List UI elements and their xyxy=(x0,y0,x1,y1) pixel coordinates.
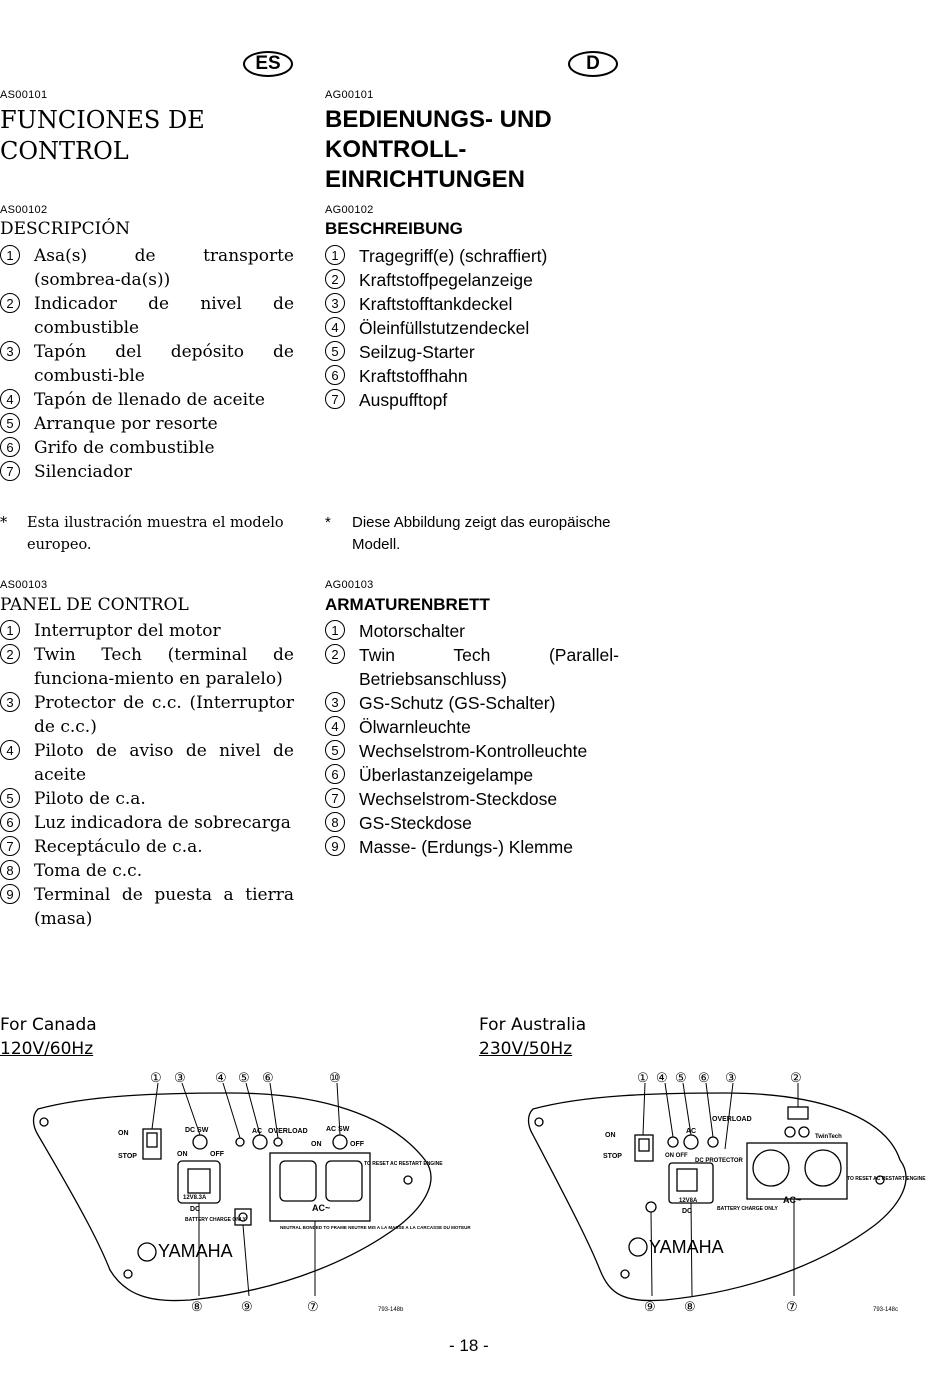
list-item xyxy=(0,292,294,340)
item-number-marker: 7 xyxy=(325,389,345,409)
label-ac-sw: AC SW xyxy=(326,1126,350,1133)
label-on: ON xyxy=(118,1130,129,1137)
item-number-marker: 1 xyxy=(0,245,20,265)
label-reset: TO RESET AC RESTART ENGINE xyxy=(364,1161,443,1167)
list-item xyxy=(0,787,294,811)
label-overload: OVERLOAD xyxy=(268,1128,308,1135)
item-number-marker: 7 xyxy=(0,461,20,481)
callout: ① xyxy=(637,1070,649,1085)
item-text: Twin Tech (Parallel-Betriebsanschluss) xyxy=(359,645,619,689)
item-text: Piloto de aviso de nivel de aceite xyxy=(34,741,294,785)
label-battery: BATTERY CHARGE ONLY xyxy=(185,1217,246,1223)
callout: ⑧ xyxy=(191,1299,203,1314)
section-title-es: FUNCIONES DE CONTROL xyxy=(0,106,205,165)
figure-title: For Australia xyxy=(479,1015,587,1035)
list-item xyxy=(0,883,294,931)
item-number-marker: 3 xyxy=(325,692,345,712)
item-text: Seilzug-Starter xyxy=(359,342,475,362)
item-number-marker: 6 xyxy=(0,812,20,832)
figure-ref: 793-148b xyxy=(378,1307,404,1313)
list-item xyxy=(0,811,294,835)
label-off: OFF xyxy=(350,1141,364,1148)
brand-logo: YAMAHA xyxy=(649,1237,724,1257)
note-text: Esta ilustración muestra el modelo europeo. xyxy=(27,515,284,553)
item-number-marker: 8 xyxy=(0,860,20,880)
list-item xyxy=(0,340,294,388)
label-stop: STOP xyxy=(603,1153,622,1160)
list-item xyxy=(325,643,619,691)
list-item xyxy=(0,244,294,292)
item-number-marker: 5 xyxy=(0,413,20,433)
list-item xyxy=(325,739,619,763)
item-text: Kraftstofftankdeckel xyxy=(359,294,513,314)
list-item xyxy=(0,691,294,739)
callout: ⑩ xyxy=(329,1070,341,1085)
description-list-d xyxy=(325,244,619,412)
label-ac: AC xyxy=(252,1128,263,1135)
item-number-marker: 5 xyxy=(325,341,345,361)
figure-heading-australia xyxy=(479,1013,586,1061)
item-text: Tragegriff(e) (schraffiert) xyxy=(359,246,548,266)
canada-control-panel-diagram xyxy=(30,1065,471,1325)
language-badge-es: ES xyxy=(243,51,293,77)
figure-spec: 120V/60Hz xyxy=(0,1039,94,1059)
item-number-marker: 3 xyxy=(0,692,20,712)
item-text: Ölwarnleuchte xyxy=(359,717,471,737)
item-text: Silenciador xyxy=(34,462,132,482)
callout: ⑤ xyxy=(675,1070,687,1085)
label-overload: OVERLOAD xyxy=(712,1116,752,1123)
list-item xyxy=(0,388,294,412)
note-d xyxy=(325,512,652,556)
callout: ⑨ xyxy=(241,1299,253,1314)
control-panel-list-es xyxy=(0,619,294,931)
callout: ⑦ xyxy=(307,1299,319,1314)
item-text: Toma de c.c. xyxy=(34,861,143,881)
item-number-marker: 1 xyxy=(325,620,345,640)
list-item xyxy=(0,460,294,484)
section-title-d: BEDIENUNGS- UND KONTROLL-EINRICHTUNGEN xyxy=(325,106,552,193)
label-stop: STOP xyxy=(118,1153,137,1160)
item-text: GS-Steckdose xyxy=(359,813,472,833)
list-item xyxy=(0,436,294,460)
item-number-marker: 2 xyxy=(325,269,345,289)
item-number-marker: 6 xyxy=(325,365,345,385)
item-text: Wechselstrom-Steckdose xyxy=(359,789,558,809)
figure-spec: 230V/50Hz xyxy=(479,1039,573,1059)
control-panel-list-d xyxy=(325,619,619,859)
subsection-title-es: PANEL DE CONTROL xyxy=(0,595,189,615)
label-on-off: ON OFF xyxy=(665,1153,688,1159)
item-text: Asa(s) de transporte (sombrea-da(s)) xyxy=(34,246,294,290)
label-dc: DC xyxy=(682,1208,693,1215)
item-number-marker: 4 xyxy=(0,389,20,409)
label-dc: DC xyxy=(190,1206,201,1213)
item-text: Überlastanzeigelampe xyxy=(359,765,534,785)
label-on: ON xyxy=(177,1151,188,1158)
item-number-marker: 7 xyxy=(0,836,20,856)
item-text: Tapón del depósito de combusti-ble xyxy=(34,342,294,386)
list-item xyxy=(0,412,294,436)
section-code: AS00103 xyxy=(0,579,48,591)
item-number-marker: 5 xyxy=(0,788,20,808)
item-text: Wechselstrom-Kontrolleuchte xyxy=(359,741,588,761)
australia-control-panel-diagram xyxy=(525,1065,945,1325)
description-list-es xyxy=(0,244,294,484)
label-dc-rating: 12V8.3A xyxy=(183,1195,207,1201)
list-item xyxy=(325,763,619,787)
item-text: Kraftstoffpegelanzeige xyxy=(359,270,533,290)
subsection-title-d: BESCHREIBUNG xyxy=(325,219,463,238)
callout: ② xyxy=(790,1070,802,1085)
list-item xyxy=(0,739,294,787)
item-number-marker: 4 xyxy=(0,740,20,760)
figure-heading-canada xyxy=(0,1013,97,1061)
list-item xyxy=(325,244,619,268)
note-asterisk: * xyxy=(0,515,8,531)
brand-logo: YAMAHA xyxy=(158,1241,233,1261)
list-item xyxy=(325,388,619,412)
list-item xyxy=(325,691,619,715)
item-number-marker: 6 xyxy=(0,437,20,457)
list-item xyxy=(325,811,619,835)
note-es xyxy=(0,512,297,556)
list-item xyxy=(0,643,294,691)
list-item xyxy=(325,715,619,739)
list-item xyxy=(325,619,619,643)
item-number-marker: 1 xyxy=(0,620,20,640)
item-text: Interruptor del motor xyxy=(34,621,221,641)
list-item xyxy=(325,835,619,859)
callout: ③ xyxy=(725,1070,737,1085)
item-number-marker: 4 xyxy=(325,716,345,736)
callout: ① xyxy=(150,1070,162,1085)
callout: ⑨ xyxy=(644,1299,656,1314)
item-text: Masse- (Erdungs-) Klemme xyxy=(359,837,573,857)
item-text: Arranque por resorte xyxy=(34,414,218,434)
label-reset: TO RESET AC RESTART ENGINE xyxy=(847,1176,926,1182)
label-battery: BATTERY CHARGE ONLY xyxy=(717,1206,778,1212)
item-number-marker: 4 xyxy=(325,317,345,337)
callout: ④ xyxy=(656,1070,668,1085)
item-text: Indicador de nivel de combustible xyxy=(34,294,294,338)
item-number-marker: 8 xyxy=(325,812,345,832)
note-text: Diese Abbildung zeigt das europäische Modell. xyxy=(352,514,611,553)
list-item xyxy=(325,340,619,364)
item-number-marker: 2 xyxy=(0,644,20,664)
list-item xyxy=(0,859,294,883)
item-number-marker: 7 xyxy=(325,788,345,808)
label-neutral: NEUTRAL BONDED TO FRAME NEUTRE MIS A LA MASSE A LA CARCASSE DU MOTEUR xyxy=(280,1225,471,1230)
label-on: ON xyxy=(311,1141,322,1148)
section-code: AG00102 xyxy=(325,204,374,216)
callout: ⑥ xyxy=(698,1070,710,1085)
label-on: ON xyxy=(605,1132,616,1139)
list-item xyxy=(0,835,294,859)
item-number-marker: 5 xyxy=(325,740,345,760)
subsection-title-d: ARMATURENBRETT xyxy=(325,595,490,614)
item-number-marker: 9 xyxy=(325,836,345,856)
list-item xyxy=(325,364,619,388)
item-number-marker: 6 xyxy=(325,764,345,784)
item-text: Luz indicadora de sobrecarga xyxy=(34,813,291,833)
figure-ref: 793-148c xyxy=(873,1307,899,1313)
callout: ③ xyxy=(174,1070,186,1085)
item-text: Piloto de c.a. xyxy=(34,789,146,809)
list-item xyxy=(325,316,619,340)
section-code: AG00101 xyxy=(325,89,374,101)
item-number-marker: 9 xyxy=(0,884,20,904)
label-dc-protector: DC PROTECTOR xyxy=(695,1158,743,1164)
section-code: AG00103 xyxy=(325,579,374,591)
label-dc-sw: DC SW xyxy=(185,1127,209,1134)
item-number-marker: 2 xyxy=(325,644,345,664)
label-twintech: TwinTech xyxy=(815,1134,842,1140)
language-badge-d: D xyxy=(568,51,618,77)
label-off: OFF xyxy=(210,1151,224,1158)
callout: ⑧ xyxy=(684,1299,696,1314)
item-text: Twin Tech (terminal de funciona-miento en paralelo) xyxy=(34,645,294,689)
item-number-marker: 3 xyxy=(325,293,345,313)
item-text: Grifo de combustible xyxy=(34,438,215,458)
page-number: - 18 - xyxy=(449,1336,489,1355)
item-text: Auspufftopf xyxy=(359,390,448,410)
label-dc-rating: 12V8A xyxy=(679,1198,698,1204)
item-text: Öleinfüllstutzendeckel xyxy=(359,318,530,338)
section-code: AS00101 xyxy=(0,89,48,101)
list-item xyxy=(325,292,619,316)
item-text: Tapón de llenado de aceite xyxy=(34,390,265,410)
section-code: AS00102 xyxy=(0,204,48,216)
callout: ⑦ xyxy=(786,1299,798,1314)
callout: ④ xyxy=(215,1070,227,1085)
item-text: Receptáculo de c.a. xyxy=(34,837,203,857)
label-ac-outlet: AC~ xyxy=(783,1195,802,1205)
item-text: Motorschalter xyxy=(359,621,466,641)
figure-title: For Canada xyxy=(0,1015,97,1035)
label-ac-outlet: AC~ xyxy=(312,1203,331,1213)
item-text: Protector de c.c. (Interruptor de c.c.) xyxy=(34,693,294,737)
item-text: GS-Schutz (GS-Schalter) xyxy=(359,693,556,713)
note-asterisk: * xyxy=(325,514,331,531)
item-text: Kraftstoffhahn xyxy=(359,366,468,386)
subsection-title-es: DESCRIPCIÓN xyxy=(0,219,131,239)
callout: ⑤ xyxy=(238,1070,250,1085)
item-number-marker: 3 xyxy=(0,341,20,361)
list-item xyxy=(325,268,619,292)
item-number-marker: 2 xyxy=(0,293,20,313)
label-ac: AC xyxy=(686,1128,697,1135)
list-item xyxy=(0,619,294,643)
item-number-marker: 1 xyxy=(325,245,345,265)
callout: ⑥ xyxy=(262,1070,274,1085)
item-text: Terminal de puesta a tierra (masa) xyxy=(34,885,294,929)
list-item xyxy=(325,787,619,811)
